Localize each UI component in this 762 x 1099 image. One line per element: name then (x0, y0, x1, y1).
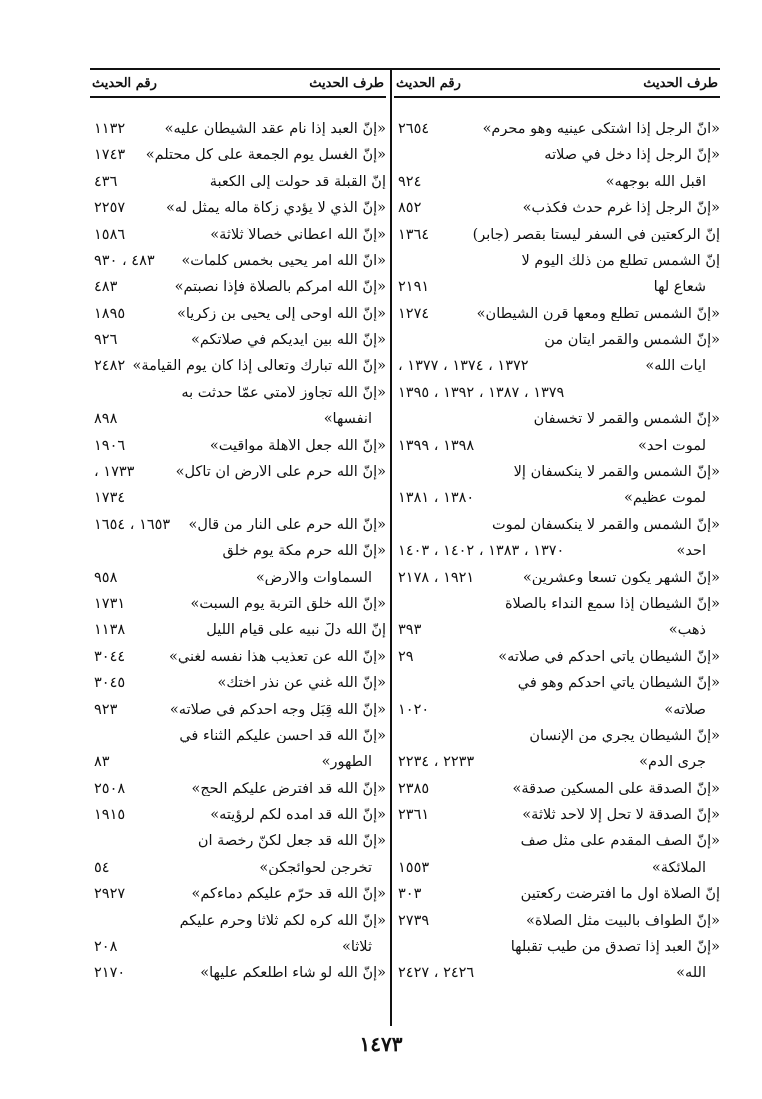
right-column (394, 70, 720, 987)
hadith-text: لموت عظيم» (624, 491, 706, 506)
index-entry (394, 169, 720, 195)
index-entry (90, 248, 386, 274)
hadith-text: جرى الدم» (639, 755, 706, 770)
hadith-header: طرف الحديث (309, 75, 384, 91)
hadith-number: ٤٣٦ (94, 173, 118, 190)
index-entry (90, 301, 386, 327)
hadith-text: «إنّ الطواف بالبيت مثل الصلاة» (525, 913, 720, 929)
hadith-text: ذهب» (668, 623, 706, 638)
hadith-number: ٢٩ (398, 648, 414, 665)
hadith-number: ١٩٢١ ، ٢١٧٨ (398, 569, 475, 586)
index-entry (394, 591, 720, 617)
index-entry (394, 723, 720, 749)
index-entry (90, 881, 386, 907)
index-entry (90, 195, 386, 221)
index-entry (90, 749, 386, 775)
hadith-number: ٨٥٢ (398, 200, 422, 217)
hadith-number: ٤٨٣ (94, 279, 118, 296)
index-entry (394, 406, 720, 432)
hadith-text: «إنّ الله بين أيديكم في صلاتكم» (191, 333, 386, 348)
index-entry (90, 406, 386, 432)
hadith-text: السماوات والأرض» (255, 570, 372, 586)
hadith-text: «إنّ الشمس تطلع ومعها قرن الشيطان» (476, 306, 720, 322)
hadith-number: ٤٨٣ ، ٩٣٠ (94, 252, 155, 269)
hadith-text: «إنّ الشمس والقمر لا تخسفان (533, 412, 720, 427)
hadith-text: «إنّ الله أوحى إلى يحيى بن زكريا» (177, 306, 386, 322)
page-number: ١٤٧٣ (359, 1032, 403, 1056)
hadith-text: «إنّ الله قد افترض عليكم الحج» (191, 781, 386, 797)
hadith-number: ١٣٧٠ ، ١٣٨٣ ، ١٤٠٢ ، ١٤٠٣ (398, 543, 565, 560)
hadith-text: إنّ الله دلّ نبيه على قيام الليل (206, 623, 386, 638)
hadith-number: ١٥٨٦ (94, 226, 126, 243)
hadith-text: «إنّ الصف المقدم على مثل صف (520, 834, 720, 849)
index-entry (394, 855, 720, 881)
hadith-text: صلاته» (664, 702, 706, 718)
hadith-number: ٣٠٤٤ (94, 648, 126, 665)
hadith-number: ٣٠٤٥ (94, 675, 126, 692)
index-entry (90, 591, 386, 617)
index-entry (394, 485, 720, 511)
index-entry (394, 301, 720, 327)
hadith-number: ١٣٩٨ ، ١٣٩٩ (398, 437, 475, 454)
hadith-text: «إنّ الشمس والقمر لا ينكسفان لموت (492, 517, 720, 533)
index-entry (394, 459, 720, 485)
index-entry (90, 961, 386, 987)
hadith-number: ١٣٧٢ ، ١٣٧٤ ، ١٣٧٧ ، (398, 358, 529, 375)
index-entry (90, 116, 386, 142)
index-entry (90, 776, 386, 802)
hadith-text: «أنّ الرجل إذا اشتكى عينيه وهو محرم» (482, 121, 720, 137)
index-entry (394, 829, 720, 855)
index-entry (90, 380, 386, 406)
hadith-number: ١٣٦٤ (398, 226, 430, 243)
hadith-number: ١٣٨٠ ، ١٣٨١ (398, 490, 475, 507)
hadith-number: ٢٧٣٩ (398, 912, 430, 929)
right-entries (394, 116, 720, 987)
hadith-number: ٢٩٢٧ (94, 886, 126, 903)
index-entry (90, 617, 386, 643)
hadith-number: ٩٢٤ (398, 173, 422, 190)
hadith-number: ٣٩٣ (398, 622, 422, 639)
index-entry (90, 222, 386, 248)
index-entry (90, 538, 386, 564)
left-entries (90, 116, 386, 987)
hadith-text: إنّ الصلاة أول ما افترضت ركعتين (520, 887, 720, 902)
hadith-text: إنّ الشمس تطلع من ذلك اليوم لا (521, 253, 720, 269)
index-entry (394, 934, 720, 960)
hadith-number: ١٧٤٣ (94, 147, 126, 164)
hadith-number: ٩٥٨ (94, 569, 118, 586)
index-entry (90, 354, 386, 380)
column-divider (390, 68, 392, 1026)
index-entry (394, 617, 720, 643)
hadith-text: «إنّ الله حرم على النار من قال» (188, 517, 386, 533)
hadith-text: «إنّ الصدقة على المسكين صدقة» (512, 781, 720, 797)
hadith-number: ١١٣٨ (94, 622, 126, 639)
hadith-text: «إنّ الله تجاوز لأمتي عمّا حدثت به (181, 385, 386, 401)
index-entry (394, 222, 720, 248)
hadith-text: «أنّ الله أمر يحيى بخمس كلمات» (181, 253, 386, 269)
index-entry (90, 459, 386, 485)
hadith-text: «إنّ الشهر يكون تسعاً وعشرين» (522, 570, 720, 586)
index-entry (394, 274, 720, 300)
hadith-number: ١٩١٥ (94, 807, 126, 824)
hadith-number: ١٦٥٣ ، ١٦٥٤ (94, 516, 171, 533)
index-entry (90, 142, 386, 168)
index-entry (394, 433, 720, 459)
hadith-text: «إنّ الله كره لكم ثلاثاً وحرم عليكم (179, 913, 386, 929)
index-entry (394, 644, 720, 670)
hadith-text: «إنّ الشيطان إذا سمع النداء بالصلاة (504, 596, 720, 612)
hadith-number: ١٧٣١ (94, 595, 126, 612)
hadith-text: الطهور» (321, 755, 372, 770)
hadith-text: «إنّ الله قد أمده لكم لرؤيته» (210, 808, 386, 823)
index-entry (90, 855, 386, 881)
index-entry (394, 327, 720, 353)
index-entry (394, 697, 720, 723)
hadith-text: «إنّ الله تبارك وتعالى إذا كان يوم القيامة» (132, 359, 386, 374)
index-entry (394, 380, 720, 406)
index-entry (90, 644, 386, 670)
hadith-text: أحد» (676, 544, 706, 559)
index-entry (90, 274, 386, 300)
hadith-text: «إنّ الشمس والقمر لا ينكسفان إلا (513, 465, 720, 480)
hadith-text: «إنّ الصدقة لا تحل إلا لأحد ثلاثة» (522, 808, 720, 823)
index-entry (394, 512, 720, 538)
hadith-number: ٢١٧٠ (94, 965, 126, 982)
hadith-number: ٣٠٣ (398, 886, 422, 903)
index-entry (394, 116, 720, 142)
hadith-text: أقبل الله بوجهه» (605, 174, 706, 190)
index-entry (394, 565, 720, 591)
index-entry (394, 749, 720, 775)
index-entry (394, 776, 720, 802)
hadith-text: «إنّ العبد إذا نام عقد الشيطان عليه» (164, 121, 386, 137)
hadith-text: «إنّ الله حرم على الأرض أن تأكل» (175, 465, 386, 480)
hadith-text: «إنّ الشمس والقمر آيتان من (544, 333, 720, 348)
left-column (90, 70, 386, 987)
hadith-number: ١٢٧٤ (398, 305, 430, 322)
hadith-text: «إنّ الشيطان يأتي أحدكم وهو في (517, 676, 720, 691)
right-column-header (394, 70, 720, 98)
hadith-number: ١٨٩٥ (94, 305, 126, 322)
hadith-number: ٩٢٣ (94, 701, 118, 718)
index-entry (90, 934, 386, 960)
index-entry (394, 248, 720, 274)
hadith-text: «إنّ الذي لا يؤدي زكاة ماله يمثل له» (166, 201, 386, 216)
hadith-text: تخرجن لحوائجكن» (259, 860, 372, 876)
index-entry (394, 538, 720, 564)
hadith-text: «إنّ الرجل إذا دخل في صلاته (544, 148, 720, 163)
index-entry (394, 195, 720, 221)
hadith-number: ٢٥٠٨ (94, 780, 126, 797)
hadith-text: الله» (676, 966, 706, 981)
hadith-number: ٢٣٨٥ (398, 780, 430, 797)
hadith-text: أنفسها» (323, 412, 372, 427)
hadith-number: ١٧٣٣ ، (94, 464, 135, 481)
hadith-header: طرف الحديث (643, 75, 718, 91)
hadith-text: «إنّ الله خلق التربة يوم السبت» (190, 596, 386, 612)
hadith-text: «إنّ الله غني عن نذر أختك» (217, 676, 386, 691)
hadith-number: ٢٠٨ (94, 939, 118, 956)
hadith-text: «إنّ العبد إذا تصدق من طيب تقبلها (510, 940, 720, 955)
index-entry (394, 354, 720, 380)
index-entry (90, 327, 386, 353)
hadith-text: «إنّ الرجل إذا غرم حدث فكذب» (522, 201, 720, 216)
hadith-text: «إنّ الله لو شاء أطلعكم عليها» (200, 966, 386, 981)
hadith-number: ٢٢٥٧ (94, 200, 126, 217)
index-entry (90, 485, 386, 511)
index-entry (90, 802, 386, 828)
index-entry (394, 670, 720, 696)
hadith-text: «إنّ الله قِبَل وجه أحدكم في صلاته» (169, 702, 386, 718)
index-entry (90, 512, 386, 538)
left-column-header (90, 70, 386, 98)
index-entry (394, 961, 720, 987)
hadith-number: ١٥٥٣ (398, 859, 430, 876)
index-entry (90, 723, 386, 749)
hadith-text: ثلاثاً» (341, 940, 372, 955)
index-entry (394, 881, 720, 907)
number-header: رقم الحديث (92, 75, 157, 91)
hadith-number: ٢٦٥٤ (398, 120, 430, 137)
hadith-text: شعاع لها (653, 280, 706, 295)
index-entry (90, 565, 386, 591)
hadith-text: «إنّ الله جعل الأهلّة مواقيت» (209, 438, 386, 454)
hadith-number: ٨٣ (94, 754, 110, 771)
hadith-number: ٥٤ (94, 859, 110, 876)
hadith-number: ٢١٩١ (398, 279, 430, 296)
index-entry (90, 908, 386, 934)
hadith-number: ٢٢٣٣ ، ٢٢٣٤ (398, 754, 475, 771)
hadith-number: ٢٤٨٢ (94, 358, 126, 375)
hadith-text: «إنّ الغسل يوم الجمعة على كل محتلم» (145, 148, 386, 163)
hadith-number: ١٧٣٤ (94, 490, 126, 507)
hadith-text: «إنّ الله أعطاني خصالاً ثلاثة» (210, 227, 386, 242)
hadith-text: لموت أحد» (637, 438, 706, 454)
hadith-text: «إنّ الشيطان يأتي أحدكم في صلاته» (498, 649, 720, 665)
index-entry (90, 697, 386, 723)
hadith-number: ١١٣٢ (94, 120, 126, 137)
hadith-text: الملائكة» (651, 860, 706, 876)
hadith-number: ٢٤٢٦ ، ٢٤٢٧ (398, 965, 475, 982)
hadith-number: ٩٢٦ (94, 332, 118, 349)
hadith-text: «إنّ الله قد حرّم عليكم دماءكم» (191, 887, 386, 902)
index-entry (394, 802, 720, 828)
hadith-text: «إنّ الشيطان يجري من الإنسان (529, 728, 720, 744)
hadith-number: ١٩٠٦ (94, 437, 126, 454)
index-entry (394, 908, 720, 934)
number-header: رقم الحديث (396, 75, 461, 91)
hadith-number: ٢٣٦١ (398, 807, 430, 824)
hadith-text: إنّ الركعتين في السفر ليستا بقصر (جابر) (472, 227, 720, 242)
index-entry (90, 670, 386, 696)
hadith-text: آيات الله» (645, 359, 706, 374)
hadith-number: ١٠٢٠ (398, 701, 430, 718)
hadith-number: ١٣٧٩ ، ١٣٨٧ ، ١٣٩٢ ، ١٣٩٥ (398, 384, 565, 401)
hadith-text: «إنّ الله قد أحسن عليكم الثناء في (179, 728, 386, 744)
hadith-text: «إنّ الله عن تعذيب هذا نفسه لغني» (169, 649, 386, 665)
hadith-text: «إنّ الله قد جعل لكنّ رخصة أن (197, 834, 386, 849)
index-entry (90, 433, 386, 459)
index-entry (90, 829, 386, 855)
hadith-text: إنّ القبلة قد حولت إلى الكعبة (209, 174, 386, 190)
index-entry (394, 142, 720, 168)
hadith-text: «إنّ الله حرم مكة يوم خلق (222, 544, 386, 559)
index-entry (90, 169, 386, 195)
hadith-text: «إنّ الله أمركم بالصلاة فإذا نصبتم» (174, 280, 386, 295)
hadith-number: ٨٩٨ (94, 411, 118, 428)
